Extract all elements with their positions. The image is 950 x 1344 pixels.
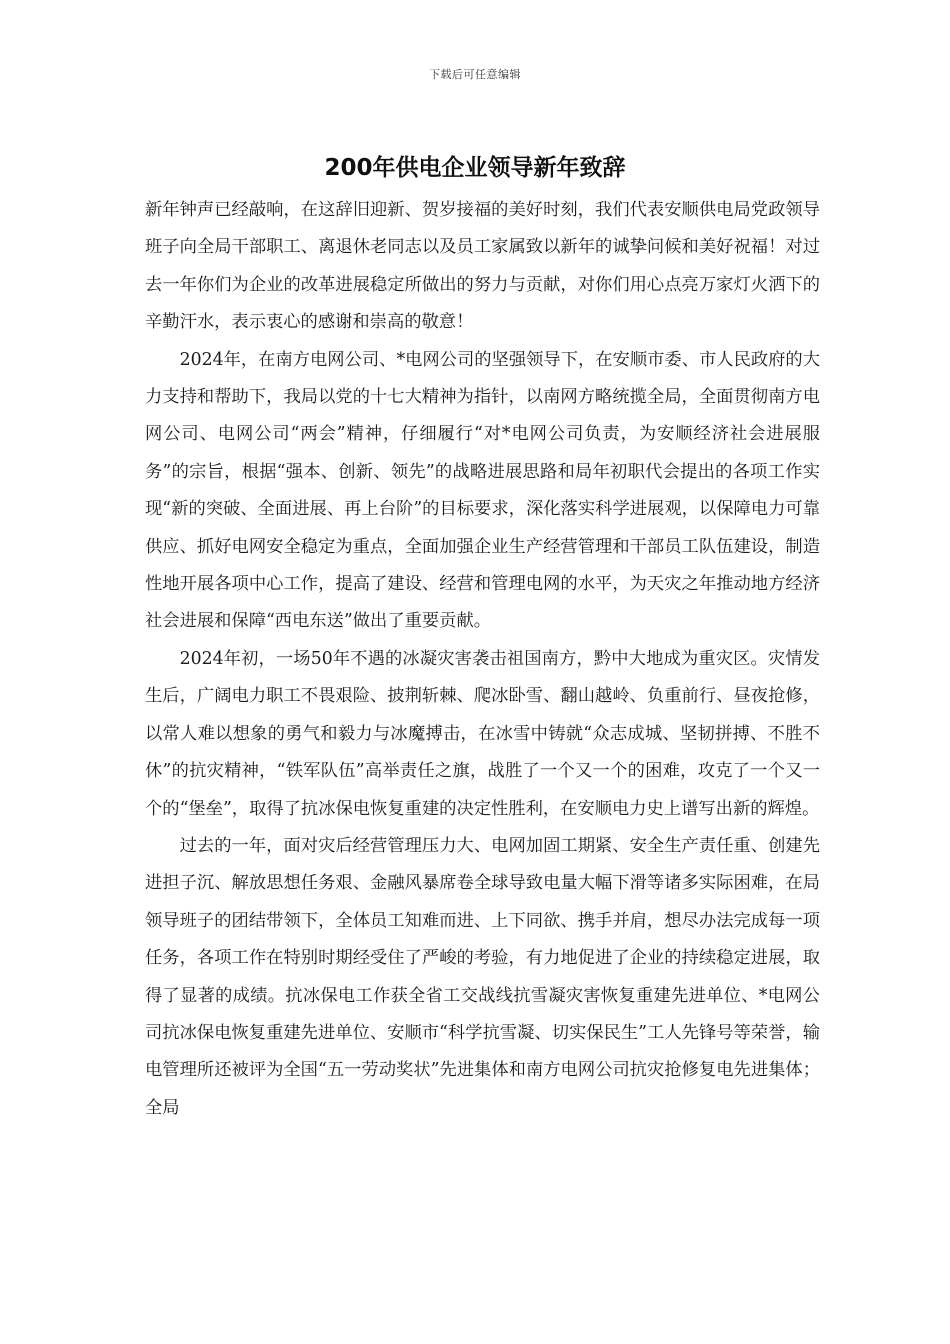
paragraph-2: 2024年，在南方电网公司、*电网公司的坚强领导下，在安顺市委、市人民政府的大力支持和帮助下，我局以党的十七大精神为指针，以南网方略统揽全局，全面贯彻南方电网公司、电网公司“两会”精神，仔细履行“对*电网公司负责，为安顺经济社会进展服务”的宗旨，根据“强本、创新、领先”的战略进展思路和局年初职代会提出的各项工作实现“新的突破、全面进展、再上台阶”的目标要求，深化落实科学进展观，以保障电力可靠供应、抓好电网安全稳定为重点，全面加强企业生产经营管理和干部员工队伍建设，制造性地开展各项中心工作，提高了建设、经营和管理电网的水平，为天灾之年推动地方经济社会进展和保障“西电东送”做出了重要贡献。 <box>145 349 820 632</box>
paragraph-1: 新年钟声已经敲响，在这辞旧迎新、贺岁接福的美好时刻，我们代表安顺供电局党政领导班子向全局干部职工、离退休老同志以及员工家属致以新年的诚挚问候和美好祝福！对过去一年你们为企业的改革进展稳定所做出的努力与贡献，对你们用心点亮万家灯火洒下的辛勤汗水，表示衷心的感谢和崇高的敬意！ <box>145 200 820 333</box>
paragraph-3: 2024年初，一场50年不遇的冰凝灾害袭击祖国南方，黔中大地成为重灾区。灾情发生后，广阔电力职工不畏艰险、披荆斩棘、爬冰卧雪、翻山越岭、负重前行、昼夜抢修，以常人难以想象的勇气和毅力与冰魔搏击，在冰雪中铸就“众志成城、坚韧拼搏、不胜不休”的抗灾精神，“铁军队伍”高举责任之旗，战胜了一个又一个的困难，攻克了一个又一个的“堡垒”，取得了抗冰保电恢复重建的决定性胜利，在安顺电力史上谱写出新的辉煌。 <box>145 648 820 819</box>
paragraph-4: 过去的一年，面对灾后经营管理压力大、电网加固工期紧、安全生产责任重、创建先进担子沉、解放思想任务艰、金融风暴席卷全球导致电量大幅下滑等诸多实际困难，在局领导班子的团结带领下，全体员工知难而进、上下同欲、携手并肩，想尽办法完成每一项任务，各项工作在特别时期经受住了严峻的考验，有力地促进了企业的持续稳定进展，取得了显著的成绩。抗冰保电工作获全省工交战线抗雪凝灾害恢复重建先进单位、*电网公司抗冰保电恢复重建先进单位、安顺市“科学抗雪凝、切实保民生”工人先锋号等荣誉，输电管理所还被评为全国“五一劳动奖状”先进集体和南方电网公司抗灾抢修复电先进集体；全局 <box>145 835 820 1118</box>
body-text <box>145 192 820 1127</box>
header-note: 下载后可任意编辑 <box>429 68 521 81</box>
page-title: 200年供电企业领导新年致辞 <box>324 155 626 181</box>
